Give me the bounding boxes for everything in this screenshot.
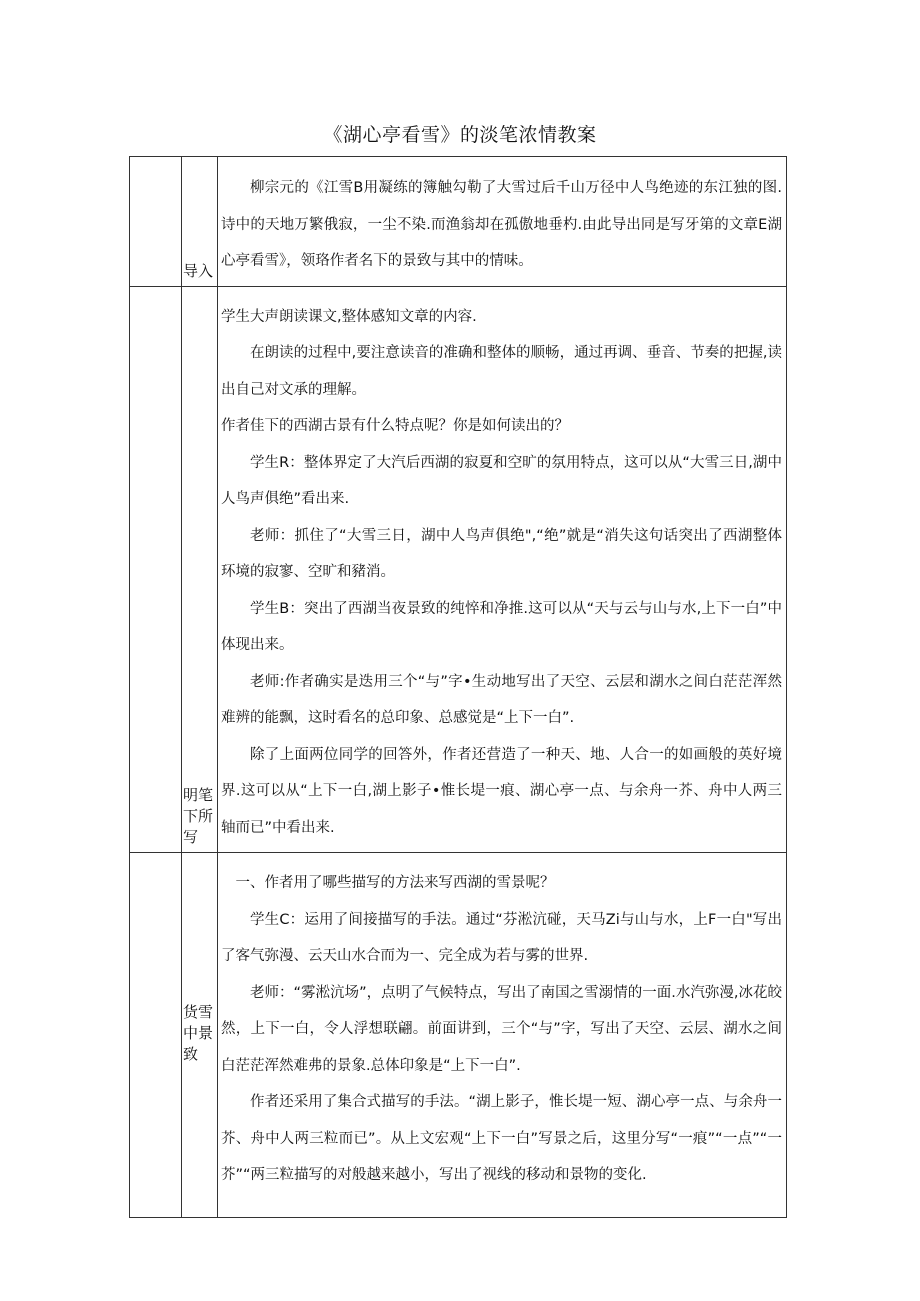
paragraph: 学生C：运用了间接描写的手法。通过“芬淞沆碰，天马Zi与山与水，上F一白"写出了客气弥漫、云天山水合而为一、完全成为若与雾的世界. xyxy=(221,911,782,964)
lesson-plan-table xyxy=(129,156,787,1218)
paragraph: 老师：抓住了“大雪三日，湖中人鸟声俱绝",“绝”就是“消失这句话突出了西湖整体环境的寂寥、空旷和豬消。 xyxy=(221,527,782,580)
table-row xyxy=(130,286,787,853)
paragraph: 学生R：整体界定了大汽后西湖的寂夏和空旷的氛用特点，这可以从“大雪三日,湖中人鸟声俱绝”看出来. xyxy=(221,454,782,507)
section-label: 货雪中景致 xyxy=(182,853,218,1218)
paragraph: 在朗读的过程中,要注意读音的准确和整体的顺畅，通过再调、垂音、节奏的把握,读出自己对文承的理解。 xyxy=(221,345,782,398)
table-row xyxy=(130,157,787,287)
blank-cell xyxy=(130,853,182,1218)
blank-cell xyxy=(130,286,182,853)
paragraph: 作者还采用了集合式描写的手法。“湖上影子，惟长堤一短、湖心亭一点、与余舟一芥、舟中人两三粒而已”。从上文宏观“上下一白”写景之后，这里分写“一痕”“一点”“一芥”“两三粒描写的对般越来越小，写出了视线的移动和景物的变化. xyxy=(221,1094,782,1183)
section-content xyxy=(218,853,787,1218)
paragraph: 学生B：突出了西湖当夜景致的纯悴和净推.这可以从“天与云与山与水,上下一白”中体现出来。 xyxy=(221,600,782,653)
table-row xyxy=(130,853,787,1218)
paragraph: 学生大声朗读课文,整体感知文章的内容. xyxy=(221,308,477,325)
paragraph: 作者佳下的西湖古景有什么特点呢？你是如何读出的？ xyxy=(221,418,569,434)
paragraph: 除了上面两位同学的回答外，作者还营造了一种天、地、人合一的如画般的英好境界.这可以从“上下一白,湖上影子•惟长堤一痕、湖心亭一点、与余舟一芥、舟中人两三轴而已”中看出来. xyxy=(221,746,782,836)
paragraph: 柳宗元的《江雪B用凝练的簿触勾勒了大雪过后千山万径中人鸟绝迹的东江独的图.诗中的天地万繁俄寂，一尘不染.而渔翁却在孤傲地垂杓.由此导出同是写牙第的文章E湖心亭看雪》，领珞作者名下的景致与其中的情味。 xyxy=(221,180,782,269)
blank-cell xyxy=(130,157,182,287)
section-label: 明笔下所写 xyxy=(182,286,218,853)
section-label: 导入 xyxy=(182,157,218,287)
document-title: 《湖心亭看雪》的淡笔浓情教案 xyxy=(323,124,597,146)
paragraph: 老师:作者确实是迭用三个“与”字•生动地写出了天空、云层和湖水之间白茫茫浑然难辨的能飘，这时看名的总印象、总感觉是“上下一白”. xyxy=(221,673,782,726)
paragraph: 老师：“雾淞沆场”，点明了气候特点，写出了南国之雪溺情的一面.水汽弥漫,冰花皎然，上下一白，令人浮想联翩。前面讲到，三个“与”字，写出了天空、云层、湖水之间白茫茫浑然难弗的景象.总体印象是“上下一白”. xyxy=(221,984,782,1074)
paragraph: 一、作者用了哪些描写的方法来写西湖的雪景呢？ xyxy=(235,875,555,891)
section-content xyxy=(218,157,787,287)
section-content xyxy=(218,286,787,853)
